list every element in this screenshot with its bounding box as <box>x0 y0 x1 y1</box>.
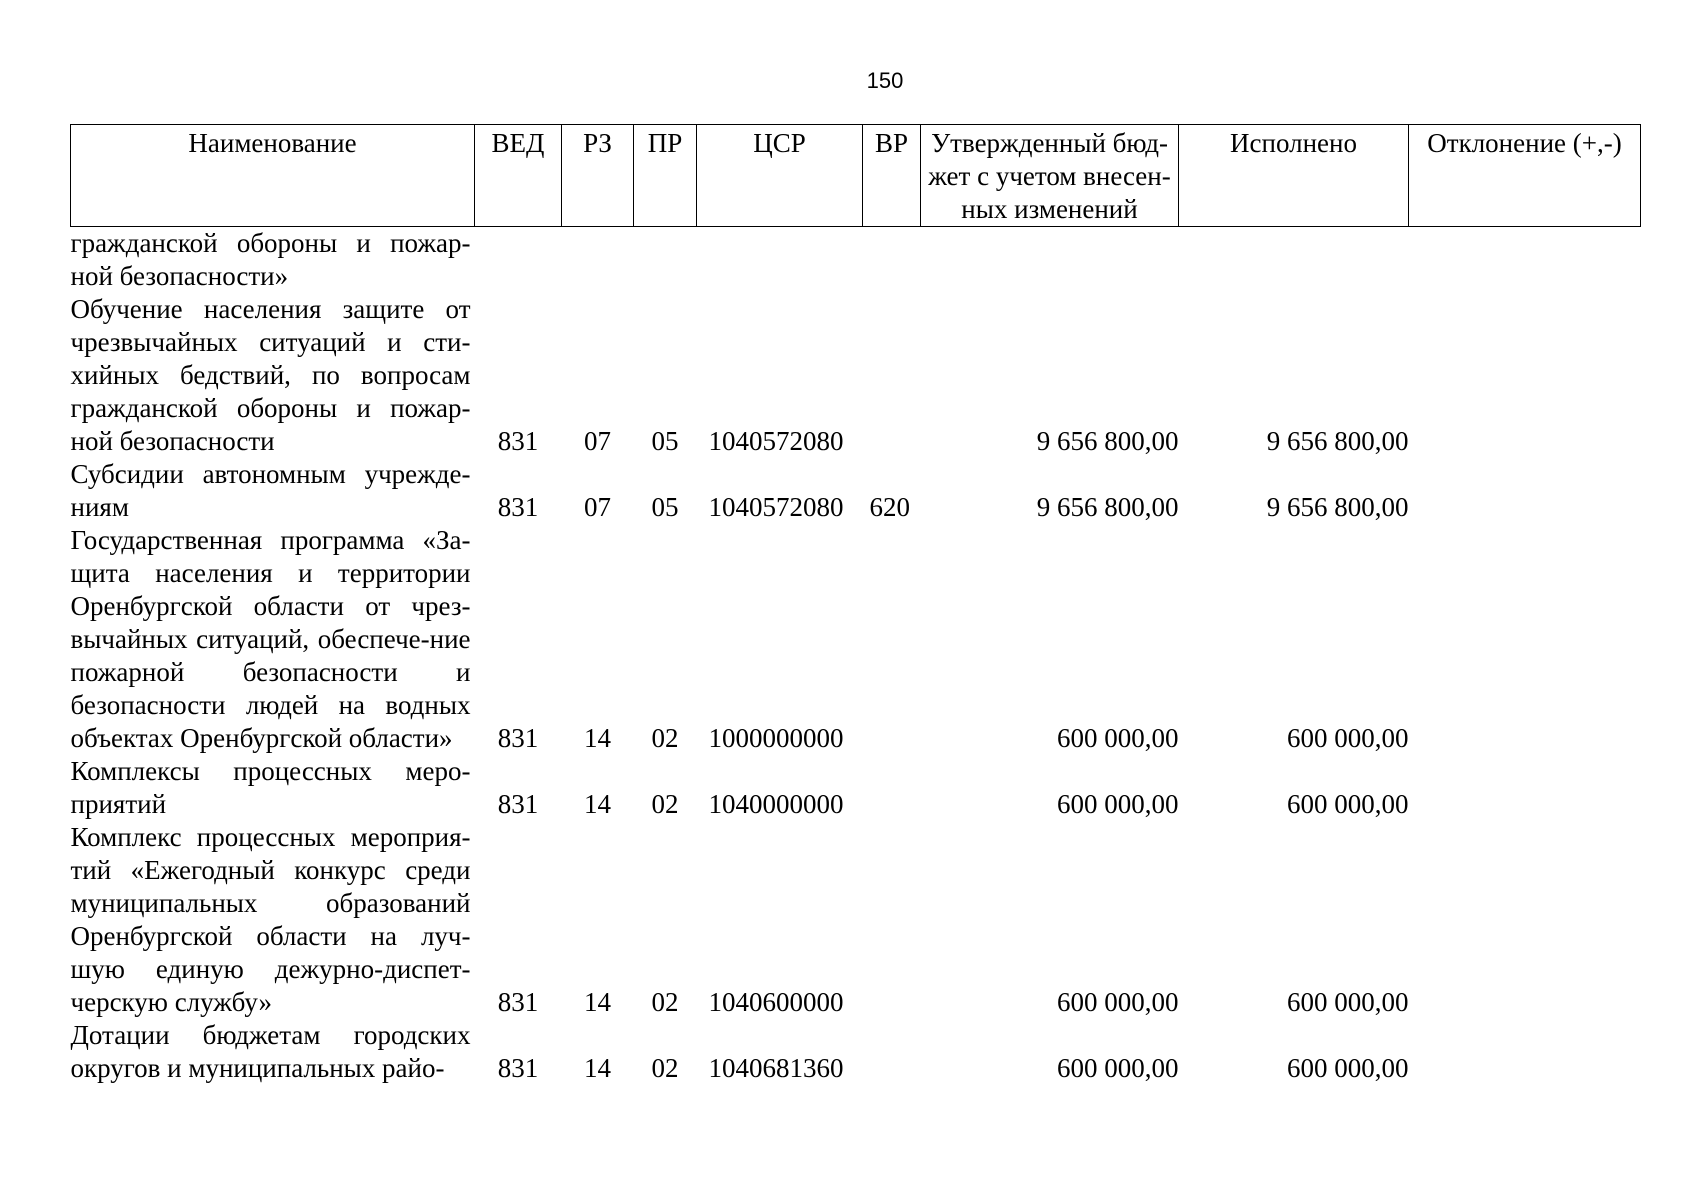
row-rz: 14 <box>584 723 611 753</box>
table-header <box>71 125 1641 227</box>
row-pr <box>634 227 697 294</box>
table-row <box>71 755 1641 821</box>
row-pr: 02 <box>651 987 679 1017</box>
table-row <box>71 821 1641 1019</box>
row-budget: 9 656 800,00 <box>1036 492 1179 522</box>
row-deviation <box>1409 755 1641 821</box>
row-vr <box>863 821 921 1019</box>
header-csr: ЦСР <box>697 125 863 227</box>
row-csr: 1040572080 <box>708 426 844 456</box>
row-deviation <box>1409 458 1641 524</box>
row-csr: 1040600000 <box>708 987 844 1017</box>
row-deviation <box>1409 821 1641 1019</box>
row-name: Государственная программа «За-щита населения и территории Оренбургской области от чрез-вычайных ситуаций, обеспече-ние пожарной безопасности и безопасности людей на водных объектах Оренбургской области» <box>70 525 471 753</box>
row-csr <box>697 227 863 294</box>
row-vr: 620 <box>869 492 910 522</box>
row-budget: 600 000,00 <box>1057 987 1179 1017</box>
row-done <box>1179 227 1409 294</box>
row-vr <box>863 1019 921 1085</box>
row-rz: 07 <box>584 492 611 522</box>
header-rz: РЗ <box>562 125 634 227</box>
row-name: гражданской обороны и пожар-ной безопасности» <box>70 228 471 291</box>
page-number: 150 <box>866 68 904 93</box>
row-done: 600 000,00 <box>1287 987 1409 1017</box>
row-done: 600 000,00 <box>1287 1053 1409 1083</box>
table-row <box>71 458 1641 524</box>
row-name: Дотации бюджетам городских округов и муниципальных райо- <box>70 1020 471 1083</box>
row-pr: 02 <box>651 723 679 753</box>
row-deviation <box>1409 227 1641 294</box>
row-ved: 831 <box>497 723 539 753</box>
row-vr <box>863 293 921 458</box>
row-done: 9 656 800,00 <box>1266 492 1409 522</box>
row-deviation <box>1409 524 1641 755</box>
row-rz: 14 <box>584 987 611 1017</box>
row-pr: 05 <box>651 426 679 456</box>
header-deviation: Отклонение (+,-) <box>1409 125 1641 227</box>
table-body <box>71 227 1641 1086</box>
row-rz: 07 <box>584 426 611 456</box>
row-vr <box>863 524 921 755</box>
table-row <box>71 1019 1641 1085</box>
row-ved: 831 <box>497 492 539 522</box>
header-pr: ПР <box>634 125 697 227</box>
row-deviation <box>1409 1019 1641 1085</box>
budget-table <box>70 124 1641 1085</box>
row-budget: 600 000,00 <box>1057 723 1179 753</box>
table-row <box>71 227 1641 294</box>
row-name: Обучение населения защите от чрезвычайных ситуаций и сти-хийных бедствий, по вопросам гражданской обороны и пожар-ной безопасности <box>70 294 471 456</box>
row-ved: 831 <box>497 789 539 819</box>
header-vr: ВР <box>863 125 921 227</box>
row-vr <box>863 755 921 821</box>
table-row <box>71 524 1641 755</box>
row-pr: 05 <box>651 492 679 522</box>
row-pr: 02 <box>651 789 679 819</box>
row-vr <box>863 227 921 294</box>
row-budget: 9 656 800,00 <box>1036 426 1179 456</box>
row-done: 9 656 800,00 <box>1266 426 1409 456</box>
row-ved <box>475 227 562 294</box>
row-name: Комплекс процессных мероприя-тий «Ежегодный конкурс среди муниципальных образований Оренбургской области на луч-шую единую дежурно-диспет-черскую службу» <box>70 822 471 1017</box>
row-name: Комплексы процессных меро-приятий <box>70 756 471 819</box>
row-rz <box>562 227 634 294</box>
row-pr: 02 <box>651 1053 679 1083</box>
row-csr: 1000000000 <box>708 723 844 753</box>
row-csr: 1040000000 <box>708 789 844 819</box>
row-csr: 1040681360 <box>708 1053 844 1083</box>
row-name: Субсидии автономным учрежде-ниям <box>70 459 471 522</box>
row-ved: 831 <box>497 987 539 1017</box>
row-budget: 600 000,00 <box>1057 1053 1179 1083</box>
row-rz: 14 <box>584 789 611 819</box>
header-budget: Утвержденный бюд-жет с учетом внесен-ных изменений <box>921 125 1179 227</box>
row-ved: 831 <box>497 1053 539 1083</box>
row-done: 600 000,00 <box>1287 723 1409 753</box>
row-ved: 831 <box>497 426 539 456</box>
header-name: Наименование <box>71 125 475 227</box>
row-budget <box>921 227 1179 294</box>
row-deviation <box>1409 293 1641 458</box>
row-budget: 600 000,00 <box>1057 789 1179 819</box>
row-rz: 14 <box>584 1053 611 1083</box>
row-done: 600 000,00 <box>1287 789 1409 819</box>
row-csr: 1040572080 <box>708 492 844 522</box>
header-done: Исполнено <box>1179 125 1409 227</box>
table-row <box>71 293 1641 458</box>
header-ved: ВЕД <box>475 125 562 227</box>
